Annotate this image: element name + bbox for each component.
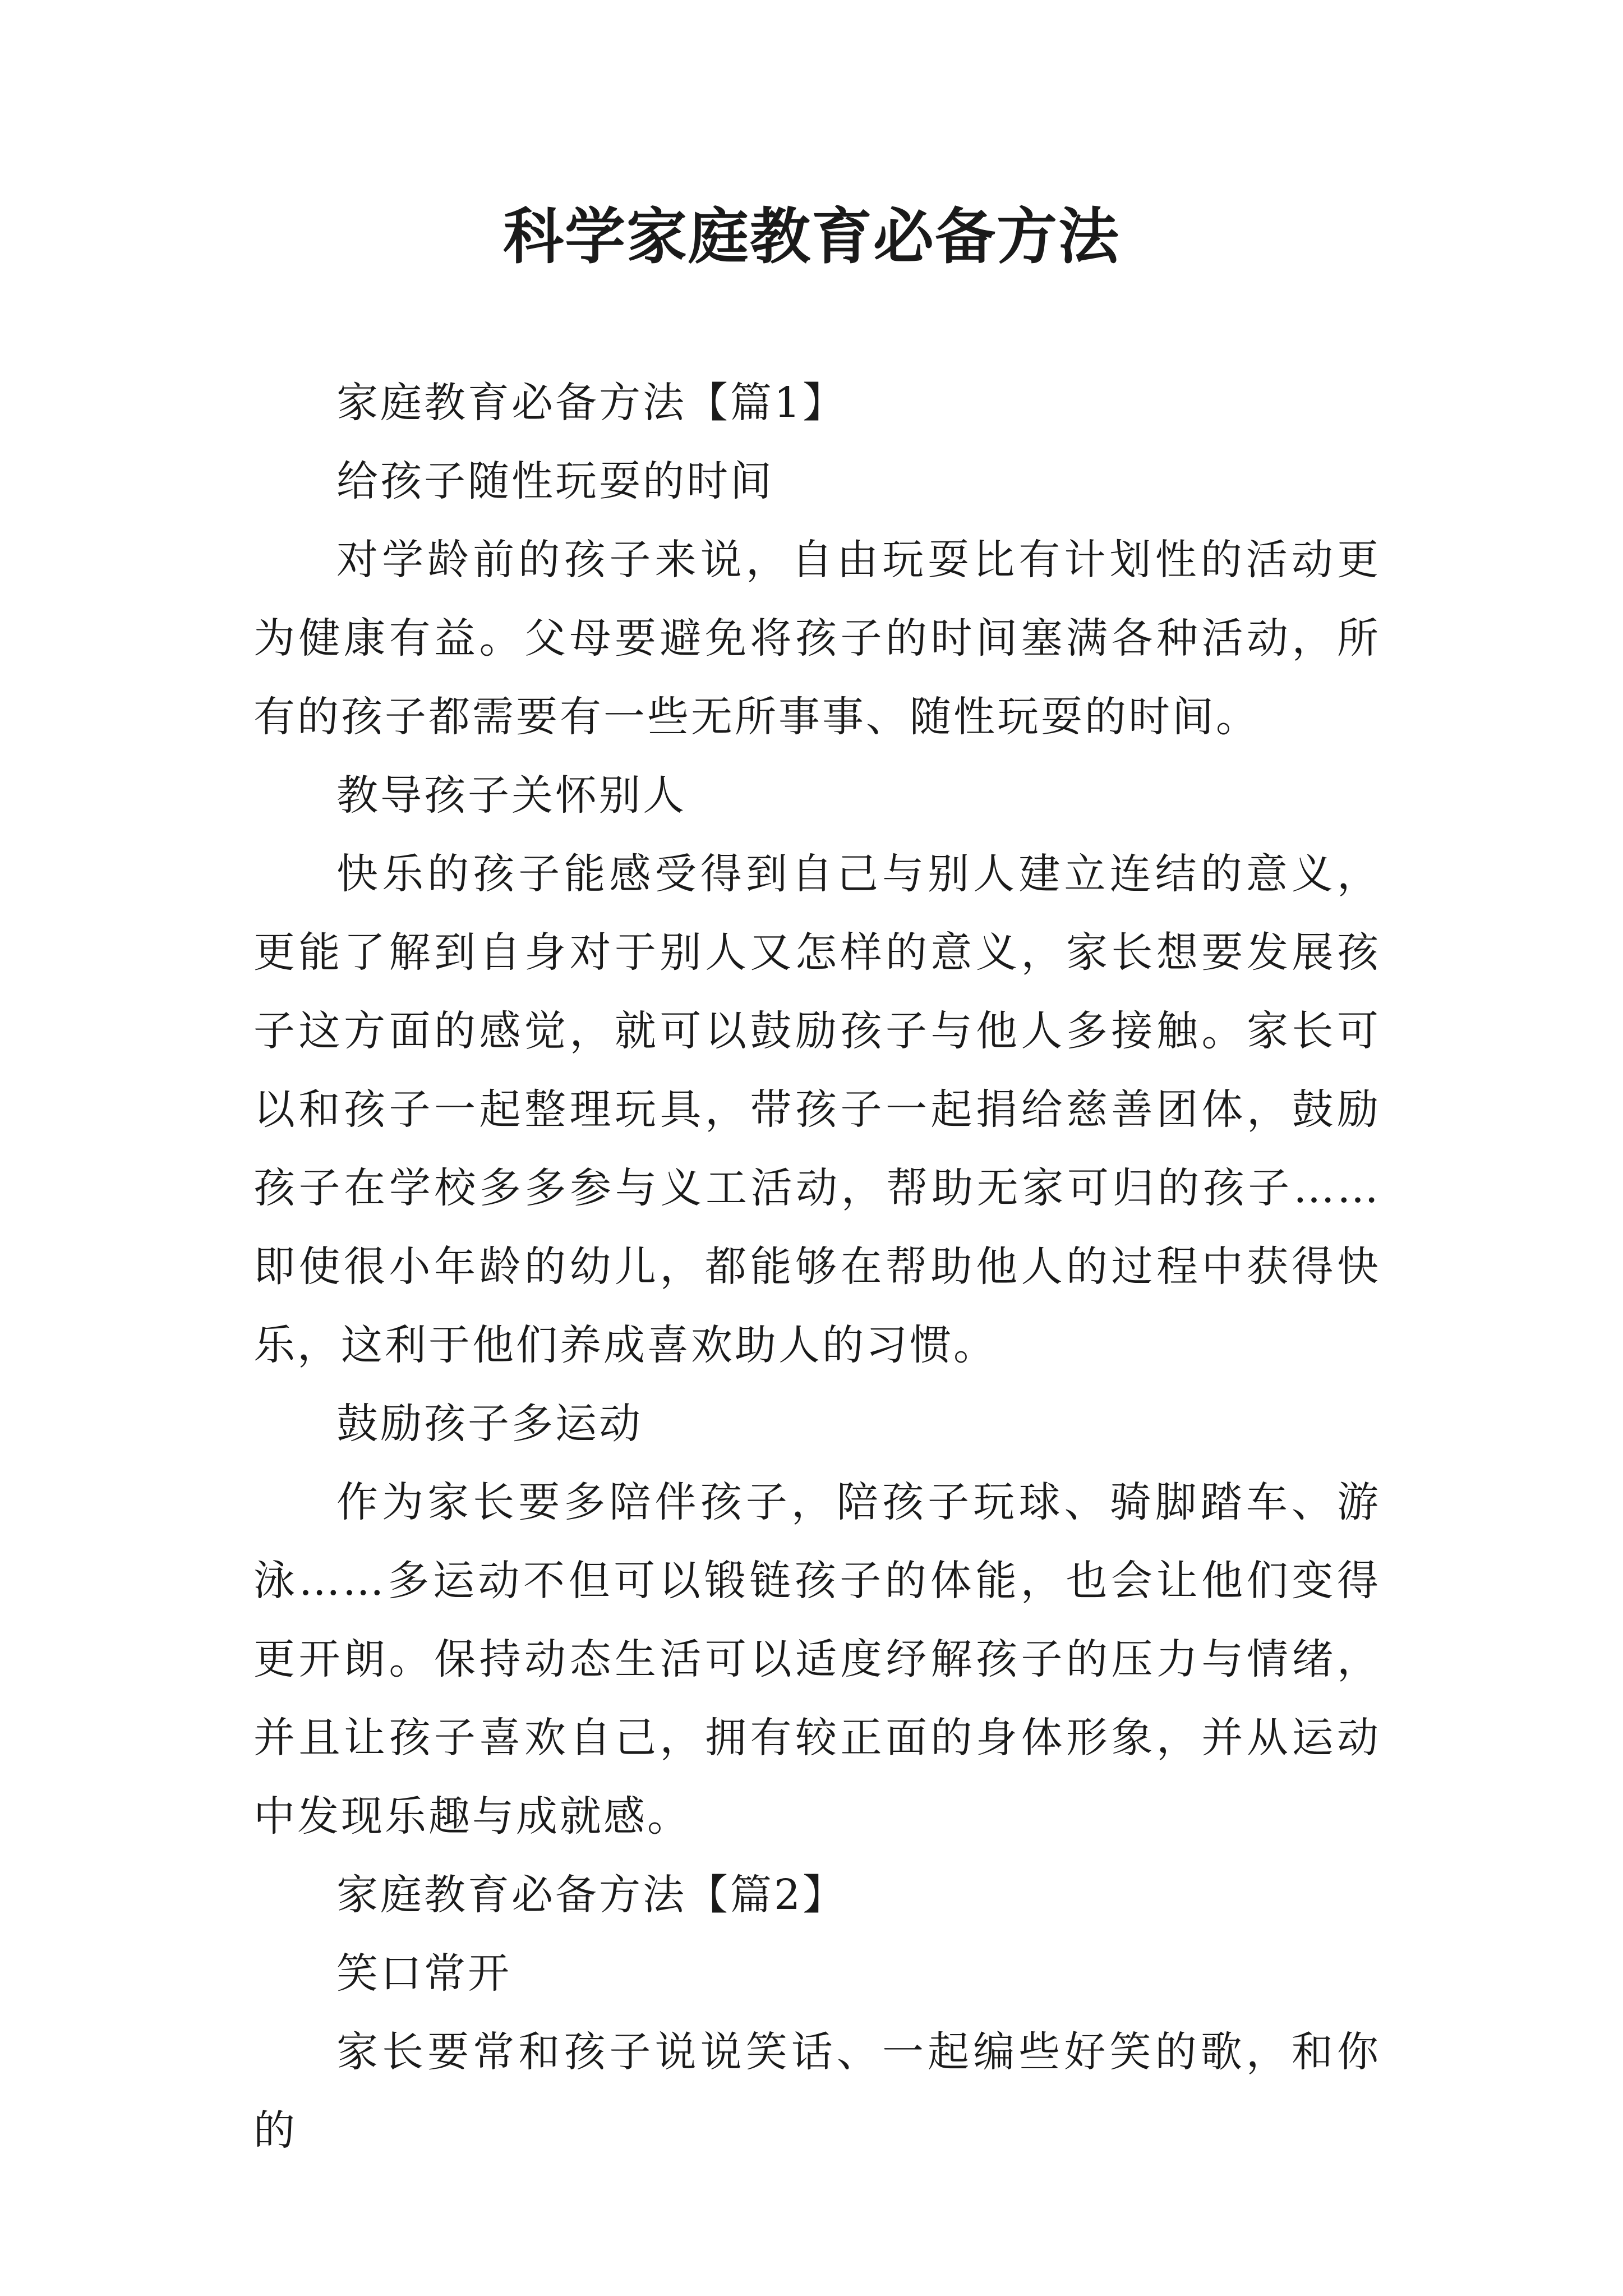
paragraph-care-for-others: 快乐的孩子能感受得到自己与别人建立连结的意义，更能了解到自身对于别人又怎样的意义，家长想要发展孩子这方面的感觉，就可以鼓励孩子与他人多接触。家长可以和孩子一起整理玩具，带孩子一起捐给慈善团体，鼓励孩子在学校多多参与义工活动，帮助无家可归的孩子……即使很小年龄的幼儿，都能够在帮助他人的过程中获得快乐，这利于他们养成喜欢助人的习惯。 (253, 850, 1381, 1369)
document-body (253, 364, 1381, 2170)
paragraph-exercise: 作为家长要多陪伴孩子，陪孩子玩球、骑脚踏车、游泳……多运动不但可以锻链孩子的体能，也会让他们变得更开朗。保持动态生活可以适度纾解孩子的压力与情绪，并且让孩子喜欢自己，拥有较正面的身体形象，并从运动中发现乐趣与成就感。 (253, 1478, 1381, 1841)
paragraph-smile: 家长要常和孩子说说笑话、一起编些好笑的歌，和你的 (253, 2028, 1381, 2155)
section-heading-1: 家庭教育必备方法【篇1】 (336, 379, 847, 427)
paragraph-free-play: 对学龄前的孩子来说，自由玩耍比有计划性的活动更为健康有益。父母要避免将孩子的时间塞满各种活动，所有的孩子都需要有一些无所事事、随性玩耍的时间。 (253, 536, 1381, 741)
subheading-free-play: 给孩子随性玩耍的时间 (336, 457, 774, 505)
document-title: 科学家庭教育必备方法 (502, 201, 1120, 272)
subheading-care-for-others: 教导孩子关怀别人 (336, 771, 686, 820)
subheading-exercise: 鼓励孩子多运动 (336, 1400, 643, 1448)
subheading-smile: 笑口常开 (336, 1949, 511, 1998)
section-heading-2: 家庭教育必备方法【篇2】 (336, 1871, 847, 1919)
